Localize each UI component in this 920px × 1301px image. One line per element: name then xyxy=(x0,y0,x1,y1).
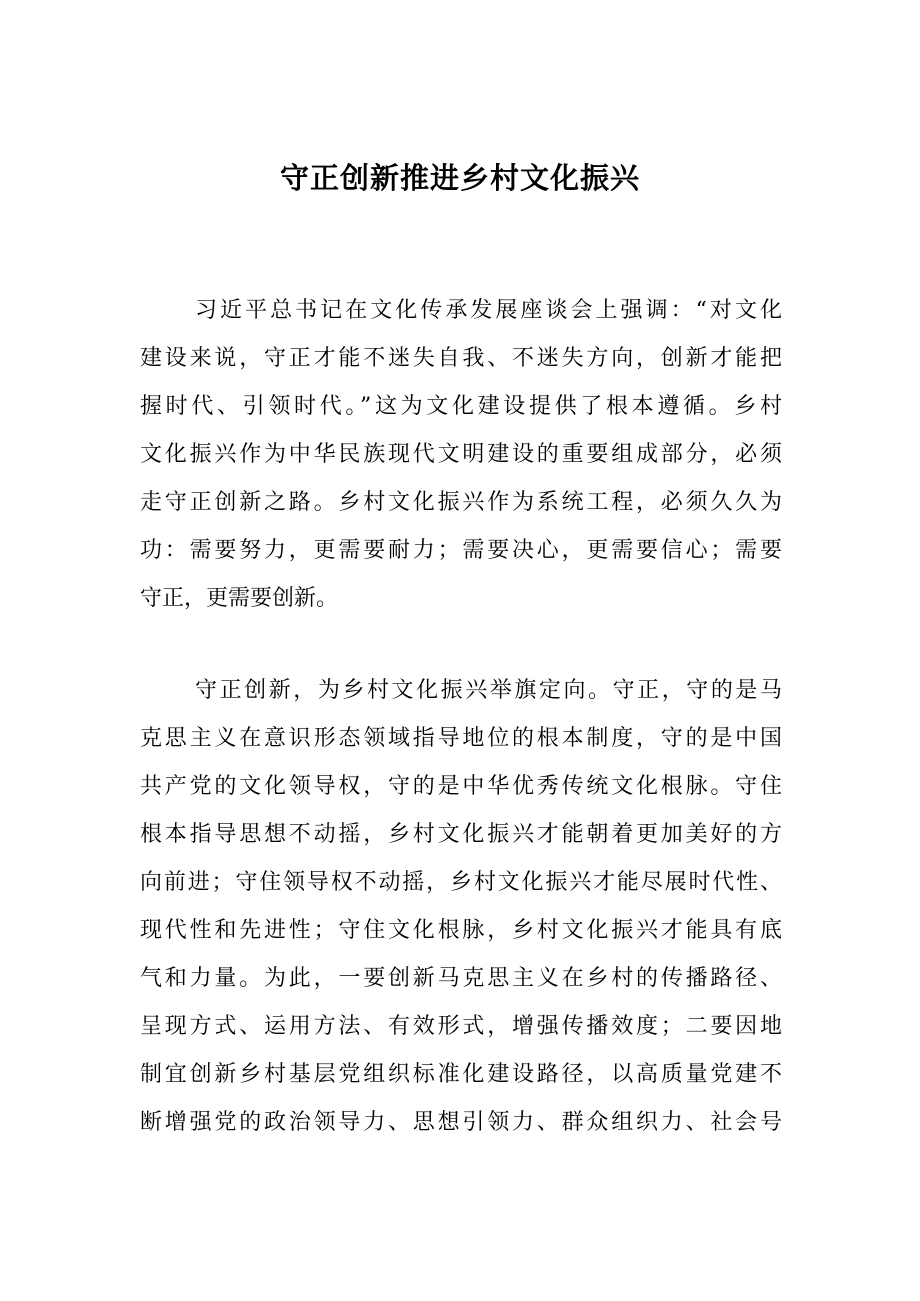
paragraph-line: 断增强党的政治领导力、思想引领力、群众组织力、社会号 xyxy=(140,1110,782,1135)
paragraph-line: 制宜创新乡村基层党组织标准化建设路径，以高质量党建不 xyxy=(140,1062,782,1087)
paragraph-line: 守正创新，为乡村文化振兴举旗定向。守正，守的是马 xyxy=(195,678,782,703)
paragraph-line: 气和力量。为此，一要创新马克思主义在乡村的传播路径、 xyxy=(140,966,782,991)
paragraph-line: 根本指导思想不动摇，乡村文化振兴才能朝着更加美好的方 xyxy=(140,822,782,847)
paragraph-line: 走守正创新之路。乡村文化振兴作为系统工程，必须久久为 xyxy=(140,490,782,515)
paragraph-line: 握时代、引领时代。”这为文化建设提供了根本遵循。乡村 xyxy=(140,394,782,419)
paragraph-line: 功：需要努力，更需要耐力；需要决心，更需要信心；需要 xyxy=(140,538,782,563)
paragraph-line: 建设来说，守正才能不迷失自我、不迷失方向，创新才能把 xyxy=(140,346,782,371)
document-title: 守正创新推进乡村文化振兴 xyxy=(279,161,640,195)
paragraph-line: 文化振兴作为中华民族现代文明建设的重要组成部分，必须 xyxy=(140,442,782,467)
paragraph-line: 呈现方式、运用方法、有效形式，增强传播效度；二要因地 xyxy=(140,1014,782,1039)
paragraph-line: 共产党的文化领导权，守的是中华优秀传统文化根脉。守住 xyxy=(140,774,782,799)
paragraph-line: 克思主义在意识形态领域指导地位的根本制度，守的是中国 xyxy=(140,726,782,751)
paragraph-line: 向前进；守住领导权不动摇，乡村文化振兴才能尽展时代性、 xyxy=(140,870,782,895)
paragraph-1 xyxy=(140,287,782,623)
paragraph-2 xyxy=(140,667,782,1147)
paragraph-line: 守正，更需要创新。 xyxy=(140,586,339,611)
paragraph-line: 习近平总书记在文化传承发展座谈会上强调：“对文化 xyxy=(195,298,782,323)
paragraph-line: 现代性和先进性；守住文化根脉，乡村文化振兴才能具有底 xyxy=(140,918,782,943)
